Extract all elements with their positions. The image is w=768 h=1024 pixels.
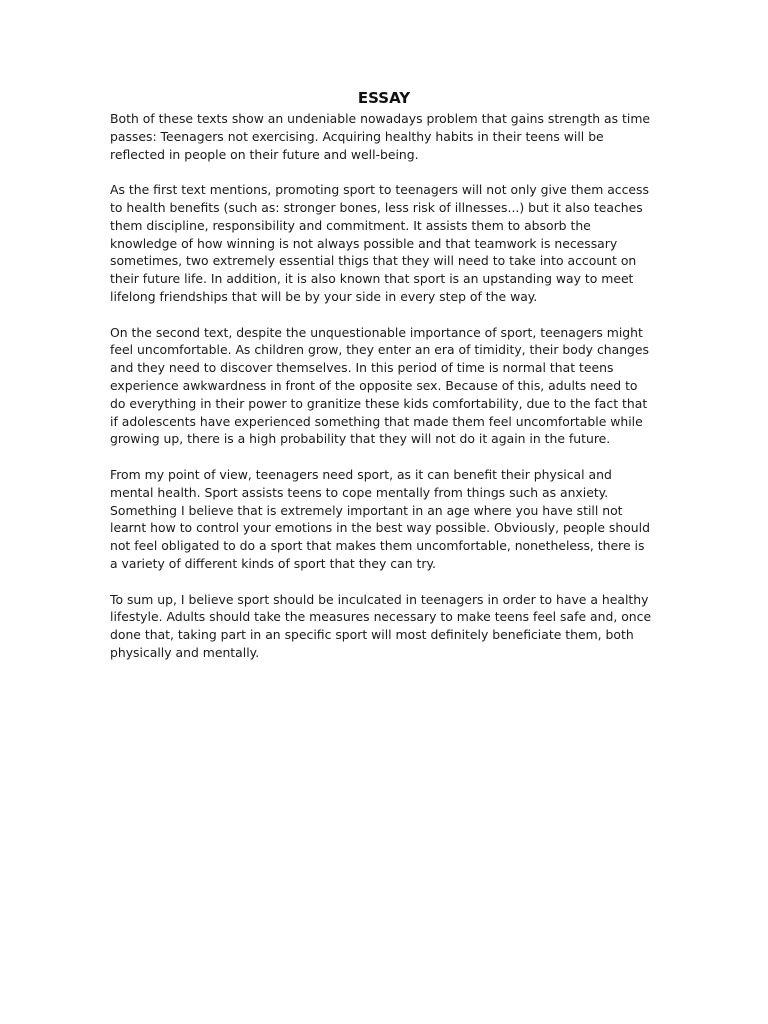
- paragraph-line: feel uncomfortable. As children grow, they enter an era of timidity, their body changes: [110, 342, 650, 358]
- paragraph-line: growing up, there is a high probability that they will not do it again in the future.: [110, 431, 611, 447]
- paragraph-line: passes: Teenagers not exercising. Acquiring healthy habits in their teens will be: [110, 128, 604, 144]
- paragraph-1: [110, 110, 658, 163]
- paragraph-line: do everything in their power to granitize these kids comfortability, due to the fact that: [110, 395, 648, 411]
- paragraph-line: From my point of view, teenagers need sport, as it can benefit their physical and: [110, 466, 612, 482]
- paragraph-5: [110, 591, 658, 662]
- paragraph-4: [110, 466, 658, 573]
- paragraph-line: done that, taking part in an specific sport will most definitely beneficiate them, both: [110, 627, 634, 643]
- paragraph-line: To sum up, I believe sport should be inculcated in teenagers in order to have a healthy: [110, 591, 649, 607]
- paragraph-line: mental health. Sport assists teens to cope mentally from things such as anxiety.: [110, 484, 609, 500]
- paragraph-line: to health benefits (such as: stronger bones, less risk of illnesses...) but it also teaches: [110, 199, 643, 215]
- paragraph-line: sometimes, two extremely essential thigs that they will need to take into account on: [110, 253, 637, 269]
- paragraph-line: lifestyle. Adults should take the measures necessary to make teens feel safe and, once: [110, 609, 652, 625]
- document-title: ESSAY: [357, 89, 411, 107]
- paragraph-line: a variety of different kinds of sport that they can try.: [110, 555, 436, 571]
- paragraph-line: experience awkwardness in front of the opposite sex. Because of this, adults need to: [110, 377, 638, 393]
- paragraph-3: [110, 324, 658, 449]
- document-body: [110, 88, 658, 680]
- paragraph-line: their future life. In addition, it is also known that sport is an upstanding way to meet: [110, 271, 634, 287]
- paragraph-line: On the second text, despite the unquestionable importance of sport, teenagers might: [110, 324, 643, 340]
- paragraph-line: Something I believe that is extremely important in an age where you have still not: [110, 502, 623, 518]
- paragraph-line: Both of these texts show an undeniable nowadays problem that gains strength as time: [110, 111, 651, 126]
- paragraph-line: them discipline, responsibility and commitment. It assists them to absorb the: [110, 217, 591, 233]
- paragraph-line: knowledge of how winning is not always possible and that teamwork is necessary: [110, 235, 618, 251]
- paragraph-line: physically and mentally.: [110, 644, 260, 660]
- paragraph-line: lifelong friendships that will be by your side in every step of the way.: [110, 288, 538, 304]
- paragraph-line: if adolescents have experienced something that made them feel uncomfortable while: [110, 413, 643, 429]
- paragraph-line: learnt how to control your emotions in the best way possible. Obviously, people should: [110, 520, 650, 536]
- paragraph-2: [110, 181, 658, 306]
- paragraph-line: As the first text mentions, promoting sport to teenagers will not only give them access: [110, 182, 649, 198]
- paragraph-line: and they need to discover themselves. In this period of time is normal that teens: [110, 360, 614, 376]
- paragraph-line: not feel obligated to do a sport that makes them uncomfortable, nonetheless, there is: [110, 538, 645, 554]
- paragraph-line: reflected in people on their future and well-being.: [110, 146, 419, 162]
